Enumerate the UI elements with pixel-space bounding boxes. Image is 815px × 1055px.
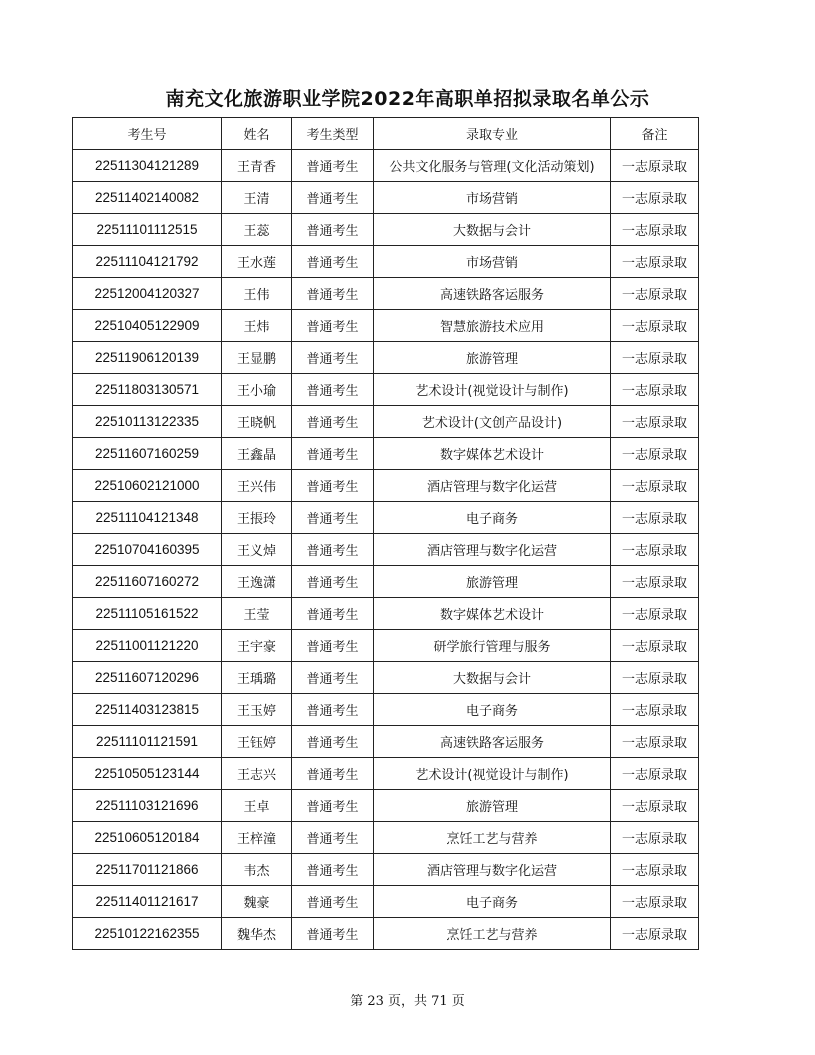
candidate-type-cell: 普通考生 [292, 502, 374, 534]
table-row [73, 694, 699, 726]
exam-number-cell: 22511304121289 [73, 150, 222, 182]
exam-number-cell: 22511105161522 [73, 598, 222, 630]
page-number: 第 23 页，共 71 页 [350, 994, 465, 1009]
page-title: 南充文化旅游职业学院2022年高职单招拟录取名单公示 [165, 88, 650, 110]
table-row [73, 758, 699, 790]
name-cell: 王显鹏 [222, 342, 292, 374]
name-cell: 王炜 [222, 310, 292, 342]
exam-number-cell: 22511101112515 [73, 214, 222, 246]
name-cell: 王兴伟 [222, 470, 292, 502]
remarks-cell: 一志原录取 [611, 502, 699, 534]
major-cell: 酒店管理与数字化运营 [374, 470, 611, 502]
name-cell: 王青香 [222, 150, 292, 182]
major-cell: 酒店管理与数字化运营 [374, 534, 611, 566]
exam-number-cell: 22511402140082 [73, 182, 222, 214]
exam-number-cell: 22511607160272 [73, 566, 222, 598]
remarks-cell: 一志原录取 [611, 150, 699, 182]
remarks-cell: 一志原录取 [611, 470, 699, 502]
major-cell: 电子商务 [374, 886, 611, 918]
table-row [73, 886, 699, 918]
name-cell: 王伟 [222, 278, 292, 310]
candidate-type-cell: 普通考生 [292, 886, 374, 918]
remarks-cell: 一志原录取 [611, 246, 699, 278]
remarks-cell: 一志原录取 [611, 342, 699, 374]
remarks-cell: 一志原录取 [611, 214, 699, 246]
exam-number-cell: 22510122162355 [73, 918, 222, 950]
candidate-type-cell: 普通考生 [292, 758, 374, 790]
remarks-cell: 一志原录取 [611, 726, 699, 758]
exam-number-cell: 22511103121696 [73, 790, 222, 822]
major-cell: 智慧旅游技术应用 [374, 310, 611, 342]
table-row [73, 790, 699, 822]
name-cell: 魏华杰 [222, 918, 292, 950]
table-row [73, 246, 699, 278]
major-cell: 市场营销 [374, 182, 611, 214]
major-cell: 电子商务 [374, 694, 611, 726]
major-cell: 大数据与会计 [374, 662, 611, 694]
table-header-row [73, 118, 699, 150]
remarks-cell: 一志原录取 [611, 566, 699, 598]
header-exam-number: 考生号 [73, 118, 222, 150]
exam-number-cell: 22510405122909 [73, 310, 222, 342]
remarks-cell: 一志原录取 [611, 886, 699, 918]
name-cell: 韦杰 [222, 854, 292, 886]
major-cell: 高速铁路客运服务 [374, 278, 611, 310]
exam-number-cell: 22510602121000 [73, 470, 222, 502]
table-row [73, 278, 699, 310]
remarks-cell: 一志原录取 [611, 406, 699, 438]
header-candidate-type: 考生类型 [292, 118, 374, 150]
major-cell: 市场营销 [374, 246, 611, 278]
remarks-cell: 一志原录取 [611, 854, 699, 886]
table-row [73, 406, 699, 438]
table-row [73, 214, 699, 246]
candidate-type-cell: 普通考生 [292, 790, 374, 822]
major-cell: 公共文化服务与管理(文化活动策划) [374, 150, 611, 182]
candidate-type-cell: 普通考生 [292, 822, 374, 854]
exam-number-cell: 22511607160259 [73, 438, 222, 470]
header-name: 姓名 [222, 118, 292, 150]
major-cell: 旅游管理 [374, 790, 611, 822]
name-cell: 王小瑜 [222, 374, 292, 406]
major-cell: 艺术设计(视觉设计与制作) [374, 758, 611, 790]
table-row [73, 726, 699, 758]
exam-number-cell: 22511906120139 [73, 342, 222, 374]
major-cell: 旅游管理 [374, 342, 611, 374]
table-row [73, 438, 699, 470]
name-cell: 王清 [222, 182, 292, 214]
candidate-type-cell: 普通考生 [292, 662, 374, 694]
name-cell: 王义焯 [222, 534, 292, 566]
exam-number-cell: 22510704160395 [73, 534, 222, 566]
name-cell: 王宇豪 [222, 630, 292, 662]
major-cell: 高速铁路客运服务 [374, 726, 611, 758]
candidate-type-cell: 普通考生 [292, 310, 374, 342]
name-cell: 王水莲 [222, 246, 292, 278]
exam-number-cell: 22511401121617 [73, 886, 222, 918]
exam-number-cell: 22510505123144 [73, 758, 222, 790]
table-row [73, 374, 699, 406]
remarks-cell: 一志原录取 [611, 662, 699, 694]
table-row [73, 662, 699, 694]
candidate-type-cell: 普通考生 [292, 918, 374, 950]
exam-number-cell: 22511803130571 [73, 374, 222, 406]
table-row [73, 470, 699, 502]
candidate-type-cell: 普通考生 [292, 342, 374, 374]
name-cell: 王钰婷 [222, 726, 292, 758]
name-cell: 王梓潼 [222, 822, 292, 854]
header-admitted-major: 录取专业 [374, 118, 611, 150]
exam-number-cell: 22511101121591 [73, 726, 222, 758]
candidate-type-cell: 普通考生 [292, 470, 374, 502]
remarks-cell: 一志原录取 [611, 182, 699, 214]
name-cell: 王逸潇 [222, 566, 292, 598]
name-cell: 王晓帆 [222, 406, 292, 438]
remarks-cell: 一志原录取 [611, 790, 699, 822]
major-cell: 艺术设计(文创产品设计) [374, 406, 611, 438]
table-row [73, 150, 699, 182]
candidate-type-cell: 普通考生 [292, 150, 374, 182]
name-cell: 王蕊 [222, 214, 292, 246]
candidate-type-cell: 普通考生 [292, 630, 374, 662]
name-cell: 王玉婷 [222, 694, 292, 726]
remarks-cell: 一志原录取 [611, 310, 699, 342]
table-row [73, 630, 699, 662]
exam-number-cell: 22511104121348 [73, 502, 222, 534]
table-row [73, 182, 699, 214]
table-row [73, 566, 699, 598]
exam-number-cell: 22510113122335 [73, 406, 222, 438]
candidate-type-cell: 普通考生 [292, 406, 374, 438]
table-row [73, 918, 699, 950]
major-cell: 旅游管理 [374, 566, 611, 598]
name-cell: 王莹 [222, 598, 292, 630]
major-cell: 艺术设计(视觉设计与制作) [374, 374, 611, 406]
name-cell: 王掁玲 [222, 502, 292, 534]
table-body [73, 150, 699, 950]
remarks-cell: 一志原录取 [611, 918, 699, 950]
remarks-cell: 一志原录取 [611, 438, 699, 470]
admission-table [72, 117, 699, 950]
remarks-cell: 一志原录取 [611, 374, 699, 406]
exam-number-cell: 22511701121866 [73, 854, 222, 886]
table-row [73, 310, 699, 342]
exam-number-cell: 22512004120327 [73, 278, 222, 310]
major-cell: 数字媒体艺术设计 [374, 438, 611, 470]
name-cell: 魏豪 [222, 886, 292, 918]
remarks-cell: 一志原录取 [611, 822, 699, 854]
table-row [73, 598, 699, 630]
candidate-type-cell: 普通考生 [292, 214, 374, 246]
candidate-type-cell: 普通考生 [292, 598, 374, 630]
candidate-type-cell: 普通考生 [292, 182, 374, 214]
candidate-type-cell: 普通考生 [292, 374, 374, 406]
remarks-cell: 一志原录取 [611, 694, 699, 726]
major-cell: 大数据与会计 [374, 214, 611, 246]
candidate-type-cell: 普通考生 [292, 246, 374, 278]
candidate-type-cell: 普通考生 [292, 438, 374, 470]
candidate-type-cell: 普通考生 [292, 534, 374, 566]
major-cell: 烹饪工艺与营养 [374, 918, 611, 950]
candidate-type-cell: 普通考生 [292, 566, 374, 598]
major-cell: 数字媒体艺术设计 [374, 598, 611, 630]
remarks-cell: 一志原录取 [611, 630, 699, 662]
table-row [73, 534, 699, 566]
major-cell: 烹饪工艺与营养 [374, 822, 611, 854]
candidate-type-cell: 普通考生 [292, 854, 374, 886]
name-cell: 王卓 [222, 790, 292, 822]
exam-number-cell: 22511607120296 [73, 662, 222, 694]
remarks-cell: 一志原录取 [611, 534, 699, 566]
exam-number-cell: 22511001121220 [73, 630, 222, 662]
name-cell: 王志兴 [222, 758, 292, 790]
candidate-type-cell: 普通考生 [292, 694, 374, 726]
remarks-cell: 一志原录取 [611, 278, 699, 310]
remarks-cell: 一志原录取 [611, 598, 699, 630]
major-cell: 酒店管理与数字化运营 [374, 854, 611, 886]
major-cell: 电子商务 [374, 502, 611, 534]
table-row [73, 822, 699, 854]
exam-number-cell: 22511403123815 [73, 694, 222, 726]
major-cell: 研学旅行管理与服务 [374, 630, 611, 662]
header-remarks: 备注 [611, 118, 699, 150]
candidate-type-cell: 普通考生 [292, 278, 374, 310]
remarks-cell: 一志原录取 [611, 758, 699, 790]
exam-number-cell: 22511104121792 [73, 246, 222, 278]
table-row [73, 342, 699, 374]
table-row [73, 854, 699, 886]
exam-number-cell: 22510605120184 [73, 822, 222, 854]
name-cell: 王瑀璐 [222, 662, 292, 694]
candidate-type-cell: 普通考生 [292, 726, 374, 758]
table-row [73, 502, 699, 534]
name-cell: 王鑫晶 [222, 438, 292, 470]
